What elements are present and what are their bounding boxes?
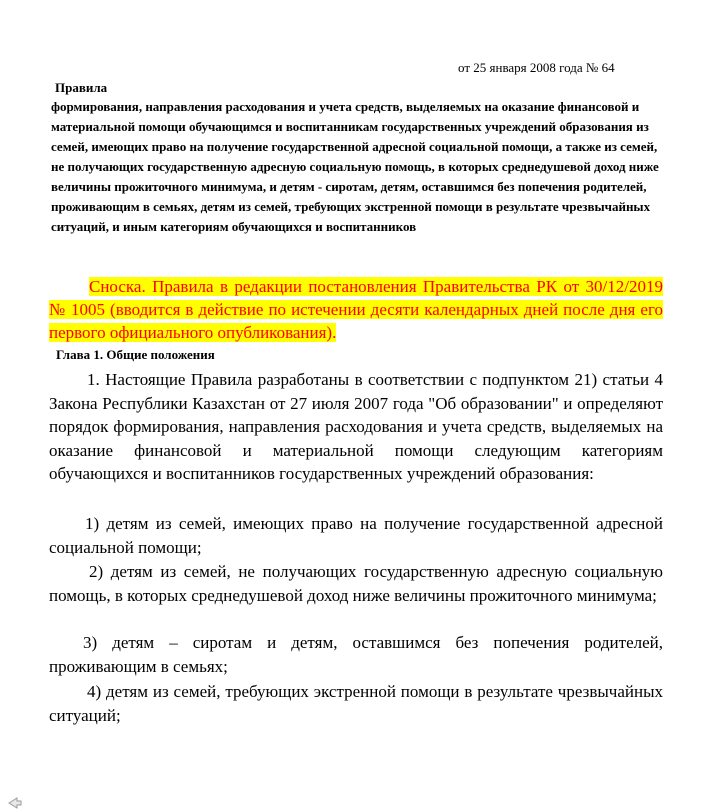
list-item-4: 4) детям из семей, требующих экстренной помощи в результате чрезвычайных ситуаций; [49, 682, 663, 725]
scroll-left-arrow-icon[interactable] [8, 797, 22, 809]
footnote [49, 275, 663, 344]
list-item-2: 2) детям из семей, не получающих государственную адресную социальную помощь, в которых среднедушевой доход ниже величины прожиточного минимума; [49, 562, 663, 605]
document-subtitle: формирования, направления расходования и учета средств, выделяемых на оказание финансовой и материальной помощи обучающимся и воспитанникам государственных учреждений образования из семей, имеющих право на получение государственной адресной социальной помощи, а также из семей, не получающих государственную адресную социальную помощь, в которых среднедушевой доход ниже величины прожиточного минимума, и детям - сиротам, детям, оставшимся без попечения родителей, проживающим в семьях, детям из семей, требующих экстренной помощи в результате чрезвычайных ситуаций, и иным категориям обучающихся и воспитанников [51, 99, 659, 234]
document-date: от 25 января 2008 года № 64 [458, 60, 615, 75]
document-title: Правила [55, 80, 108, 95]
list-item-1: 1) детям из семей, имеющих право на получение государственной адресной социальной помощи; [49, 514, 663, 557]
paragraph-1: 1. Настоящие Правила разработаны в соответствии с подпунктом 21) статьи 4 Закона Республики Казахстан от 27 июля 2007 года "Об образовании" и определяют порядок формирования, направления расходования и учета средств, выделяемых на оказание финансовой и материальной помощи следующим категориям обучающихся и воспитанников государственных учреждений образования: [49, 370, 663, 483]
list-item-3: 3) детям – сиротам и детям, оставшимся без попечения родителей, проживающим в семьях; [49, 633, 663, 676]
footnote-text: Сноска. Правила в редакции постановления Правительства РК от 30/12/2019 № 1005 (вводится в действие по истечении десяти календарных дней после дня его первого официального опубликования). [49, 277, 663, 342]
chapter-heading: Глава 1. Общие положения [56, 347, 215, 362]
